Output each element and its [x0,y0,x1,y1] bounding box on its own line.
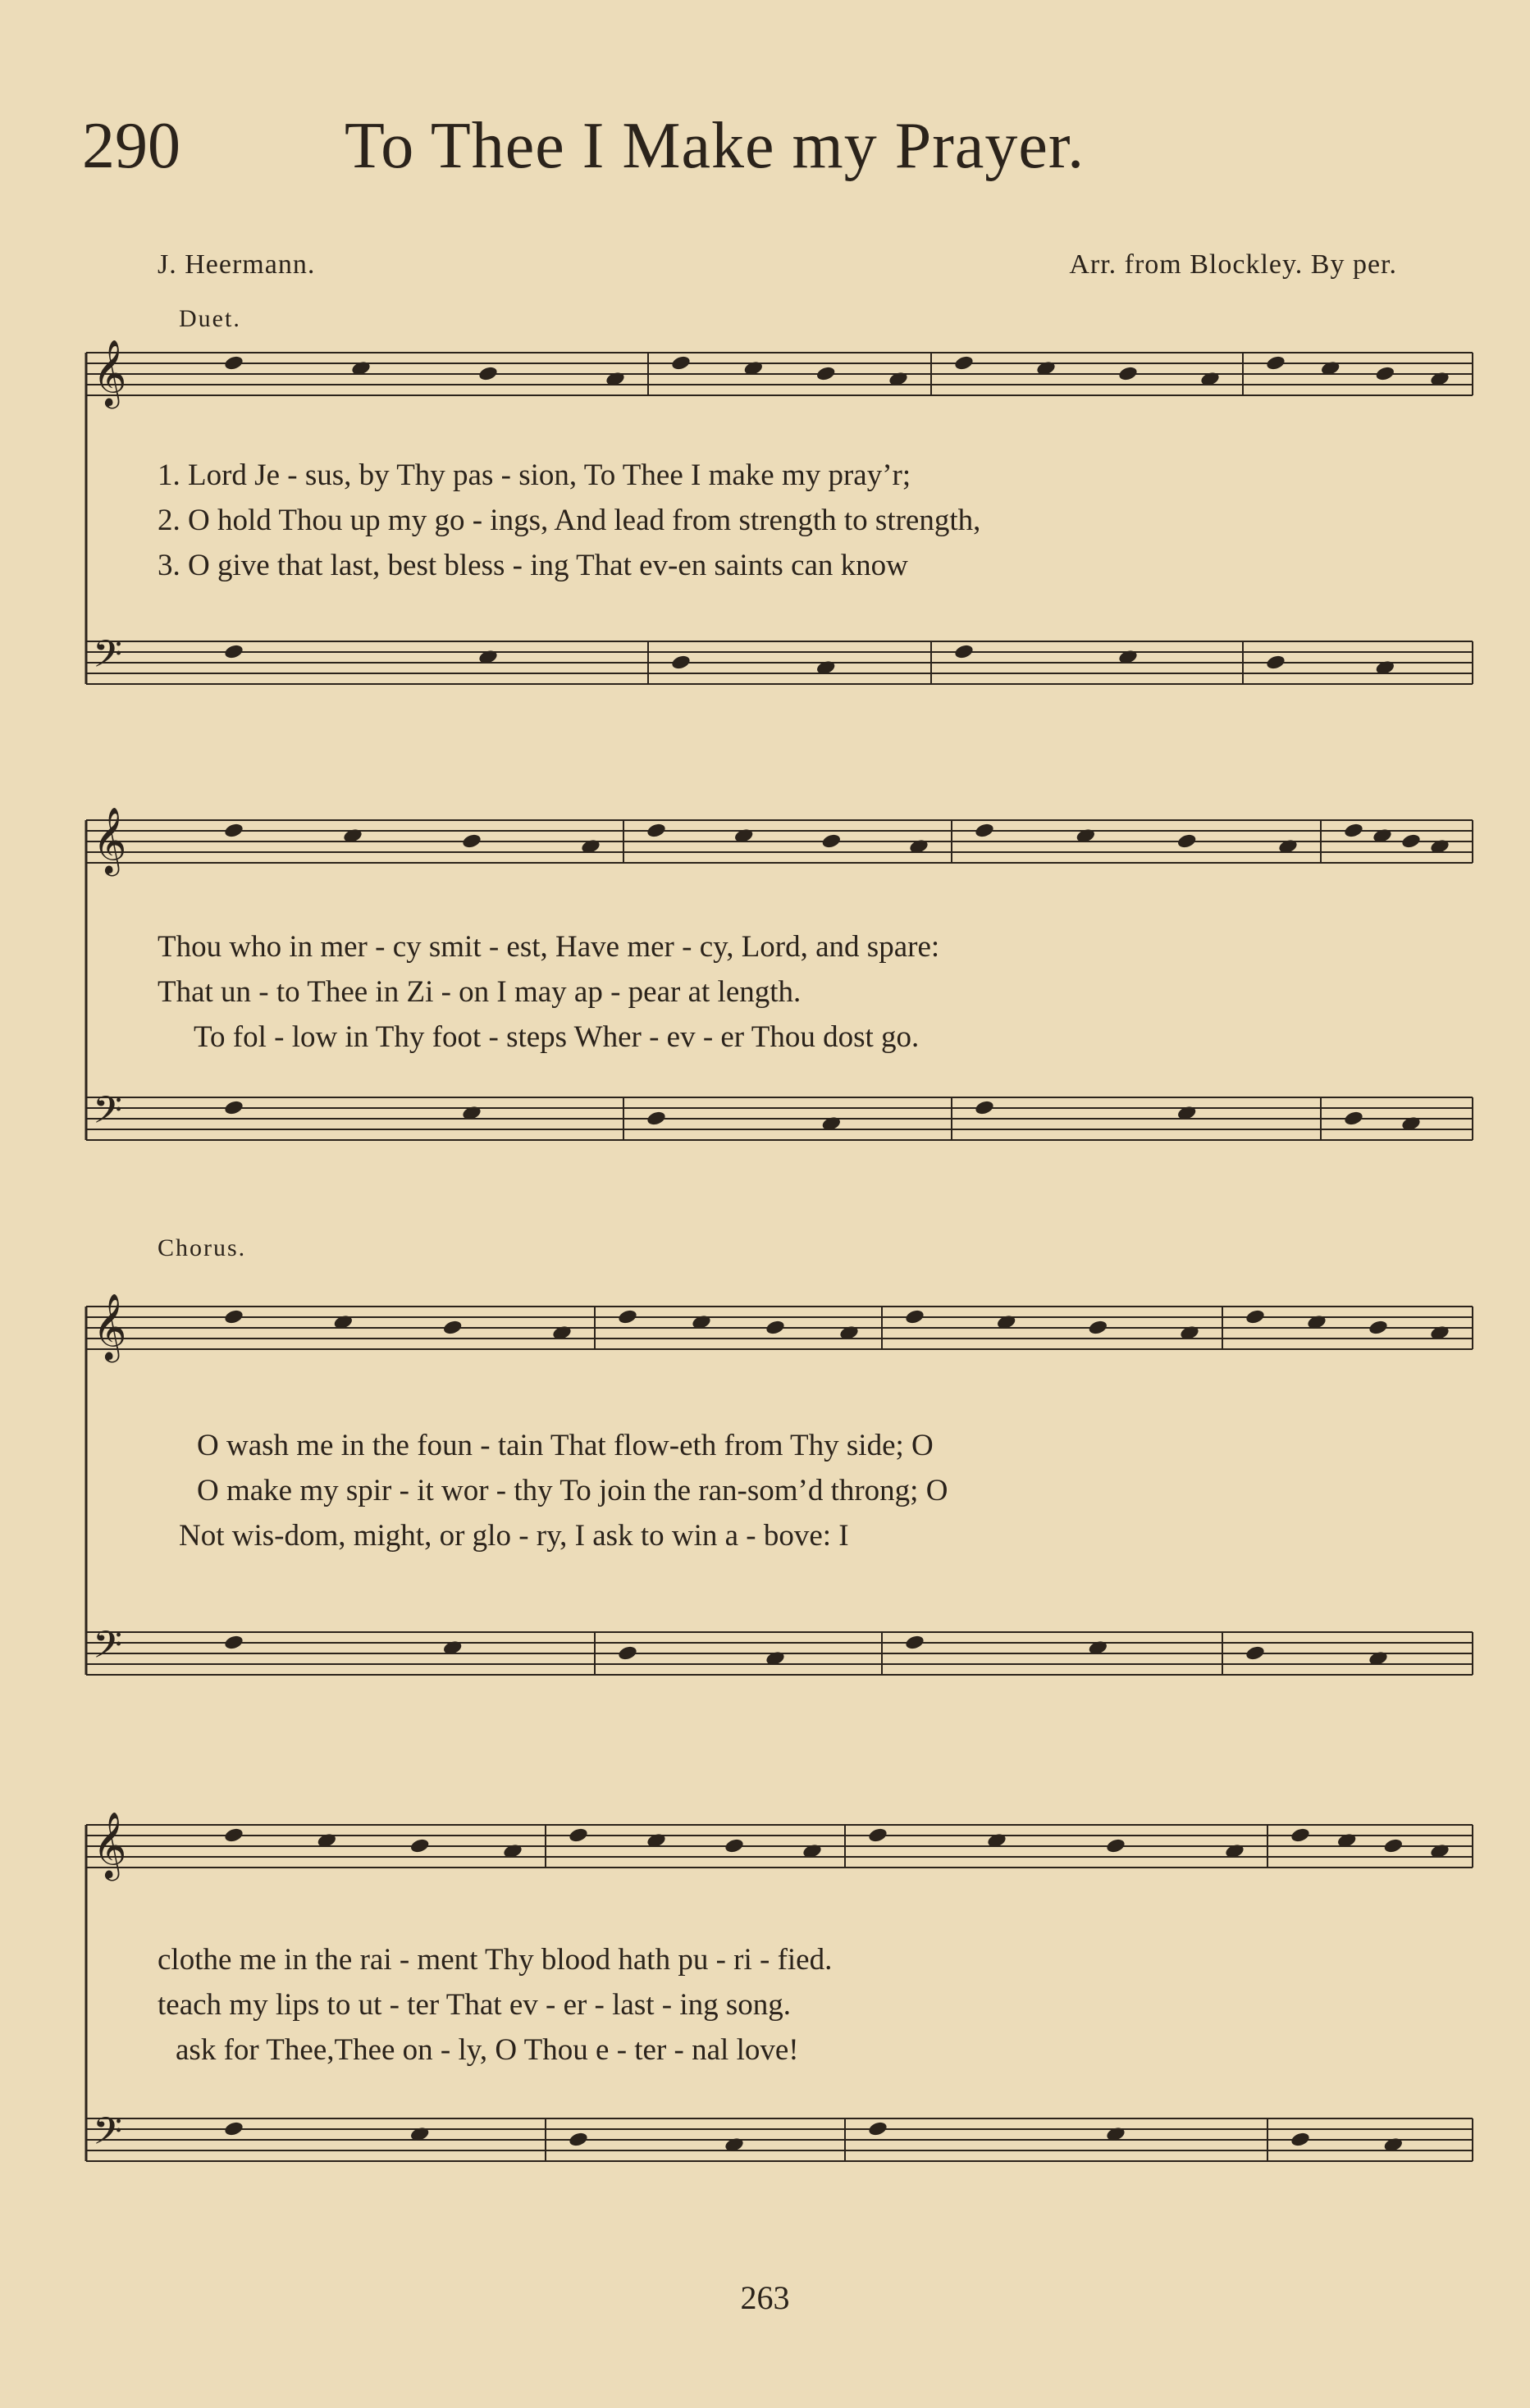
lyric-line-verse-2: 2. O hold Thou up my go - ings, And lead from strength to strength, [158,504,981,537]
treble-note [646,822,666,839]
bass-clef-icon: 𝄢 [93,1088,123,1142]
bass-note [1343,1110,1363,1127]
lyric-line-verse-3: Not wis-dom, might, or glo - ry, I ask to win a - bove: I [179,1519,849,1553]
arranger-credit: Arr. from Blockley. By per. [1069,249,1397,280]
lyric-line-verse-1: O wash me in the foun - tain That flow-eth from Thy side; O [197,1429,934,1462]
treble-note [904,1308,925,1325]
page-number: 263 [740,2279,790,2316]
treble-note [1400,832,1421,850]
treble-note [223,1308,244,1325]
bass-clef-icon: 𝄢 [93,1623,123,1676]
lyric-row [0,1425,1530,1466]
treble-note [1290,1827,1310,1844]
section-label-duet: Duet. [179,305,241,332]
lyric-row [0,455,1530,496]
bass-note [670,654,691,671]
treble-note [1265,354,1286,372]
treble-note [815,365,836,382]
bass-note [1290,2131,1310,2148]
bass-note [223,2120,244,2137]
treble-note [1343,822,1363,839]
bass-note [223,1634,244,1651]
lyric-row [0,545,1530,586]
treble-note [617,1308,637,1325]
treble-note [409,1837,430,1854]
treble-note [1245,1308,1265,1325]
treble-note [953,354,974,372]
lyric-line-verse-1: 1. Lord Je - sus, by Thy pas - sion, To Thee I make my pray’r; [158,458,911,492]
bass-clef-icon: 𝄢 [93,632,123,686]
treble-note [1117,365,1138,382]
lyric-line-verse-2: teach my lips to ut - ter That ev - er - last - ing song. [158,1988,792,2022]
bass-note [617,1644,637,1662]
bass-note [867,2120,888,2137]
treble-clef-icon: 𝄞 [93,1811,127,1878]
treble-note [223,1827,244,1844]
lyric-row [0,927,1530,968]
lyric-row [0,1940,1530,1981]
lyric-row [0,1471,1530,1512]
treble-clef-icon: 𝄞 [93,806,127,873]
bass-note [223,643,244,660]
treble-note [724,1837,744,1854]
treble-note [1383,1837,1404,1854]
lyric-row [0,2030,1530,2071]
treble-note [223,822,244,839]
treble-note [765,1319,785,1336]
treble-note [974,822,994,839]
bass-note [1265,654,1286,671]
treble-note [1368,1319,1388,1336]
treble-note [461,832,482,850]
bass-note [953,643,974,660]
treble-clef-icon: 𝄞 [93,339,127,406]
lyric-row [0,500,1530,541]
treble-note [568,1827,588,1844]
lyric-row [0,972,1530,1013]
bass-note [974,1099,994,1116]
lyric-line-verse-2: O make my spir - it wor - thy To join the ran-som’d throng; O [197,1474,948,1507]
treble-note [867,1827,888,1844]
treble-note [1375,365,1395,382]
lyric-row [0,1017,1530,1058]
treble-note [223,354,244,372]
bass-note [1245,1644,1265,1662]
treble-note [1105,1837,1126,1854]
treble-clef-icon: 𝄞 [93,1293,127,1360]
treble-note [442,1319,463,1336]
hymn-number: 290 [82,110,180,182]
hymn-title: To Thee I Make my Prayer. [345,110,1085,182]
lyric-line-verse-1: clothe me in the rai - ment Thy blood hath pu - ri - fied. [158,1943,833,1977]
bass-clef-icon: 𝄢 [93,2109,123,2163]
lyric-line-verse-3: To fol - low in Thy foot - steps Wher - ev - er Thou dost go. [194,1020,920,1054]
lyric-line-verse-2: That un - to Thee in Zi - on I may ap - pear at length. [158,975,802,1009]
lyric-line-verse-3: 3. O give that last, best bless - ing That ev-en saints can know [158,549,908,582]
treble-note [477,365,498,382]
bass-note [568,2131,588,2148]
bass-note [223,1099,244,1116]
lyric-row [0,1516,1530,1557]
bass-note [904,1634,925,1651]
lyric-line-verse-3: ask for Thee,Thee on - ly, O Thou e - ter - nal love! [176,2033,799,2067]
lyric-row [0,1985,1530,2026]
bass-note [646,1110,666,1127]
treble-note [1088,1319,1108,1336]
author-credit: J. Heermann. [158,249,316,280]
treble-note [821,832,842,850]
treble-note [670,354,691,372]
section-label-chorus: Chorus. [158,1234,247,1261]
treble-note [1176,832,1197,850]
lyric-line-verse-1: Thou who in mer - cy smit - est, Have mer - cy, Lord, and spare: [158,930,940,964]
